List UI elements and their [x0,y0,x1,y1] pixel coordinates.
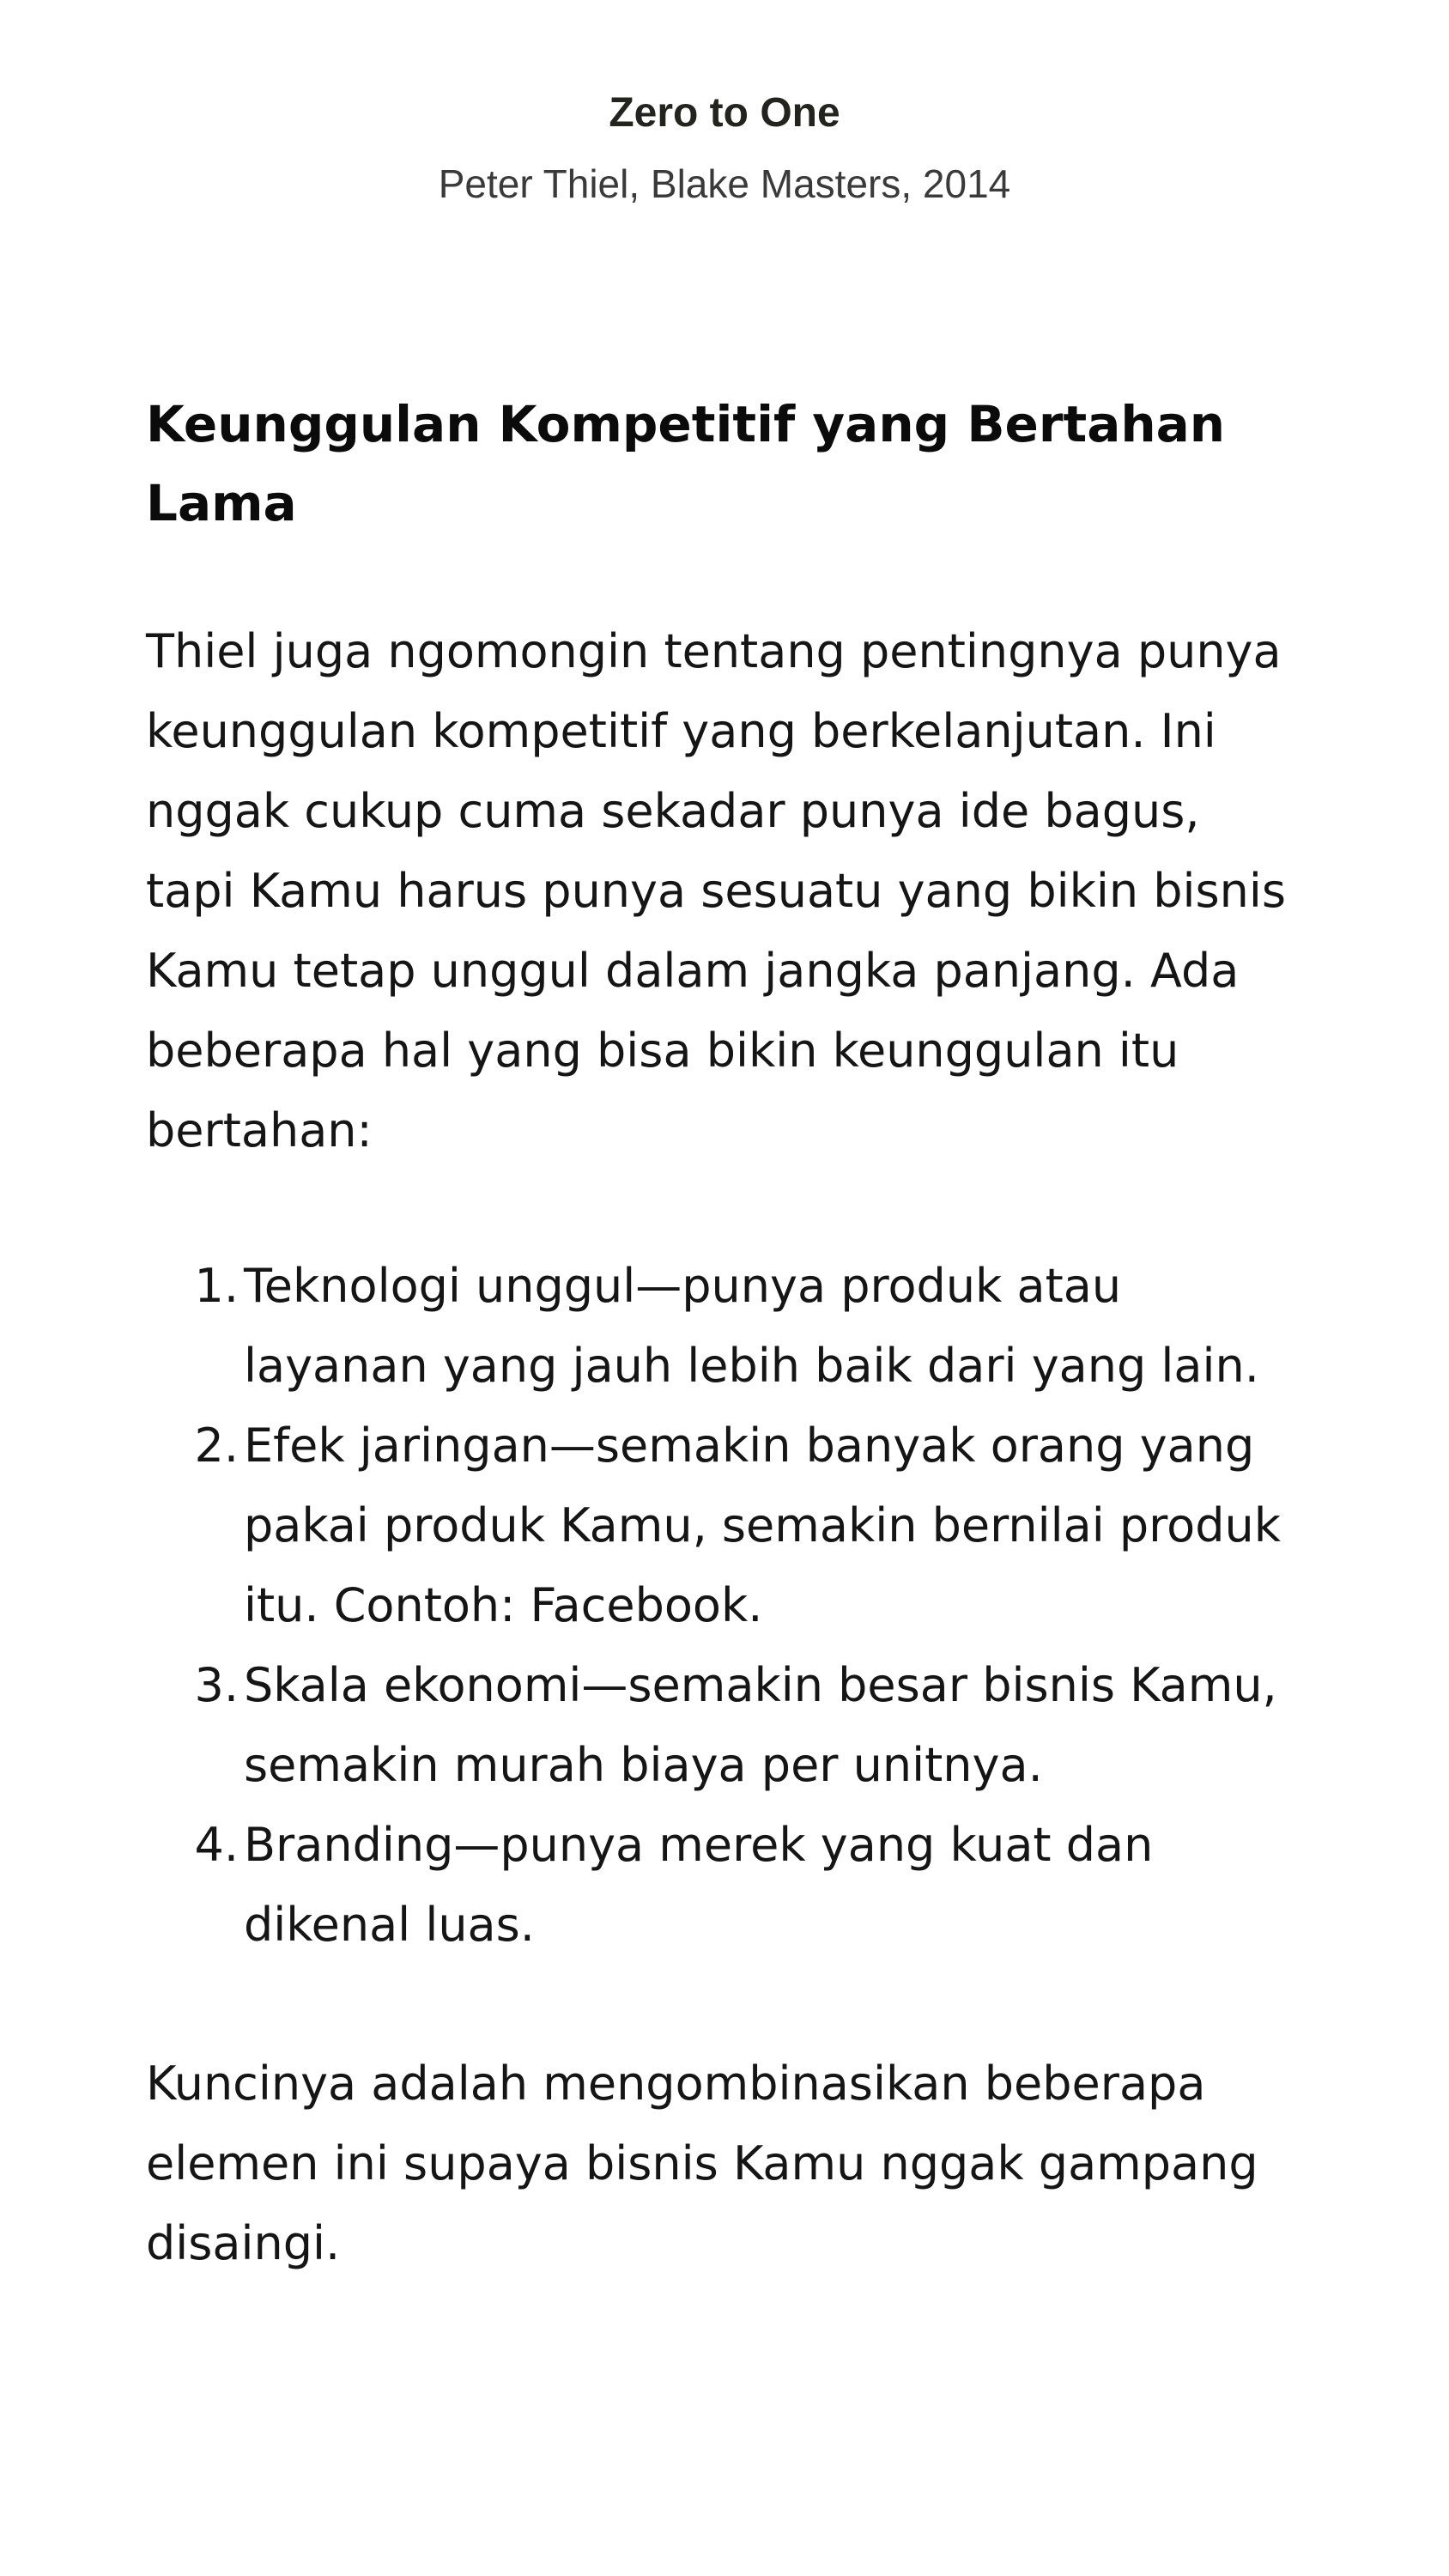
closing-paragraph: Kuncinya adalah mengombinasikan beberapa elemen ini supaya bisnis Kamu nggak gampang disaingi. [146,2057,1258,2270]
intro-paragraph: Thiel juga ngomongin tentang pentingnya punya keunggulan kompetitif yang berkelanjutan. Ini nggak cukup cuma sekadar punya ide bagus, tapi Kamu harus punya sesuatu yang bikin bisnis Kamu tetap unggul dalam jangka panjang. Ada beberapa hal yang bisa bikin keunggulan itu bertahan: [146,624,1287,1157]
list-item-text: Efek jaringan—semakin banyak orang yang pakai produk Kamu, semakin bernilai produk itu. Contoh: Facebook. [244,1419,1281,1632]
advantage-list [146,1246,1331,1965]
list-item-text: Branding—punya merek yang kuat dan dikenal luas. [244,1818,1154,1952]
book-header [0,86,1449,211]
list-item-number: 1. [194,1259,239,1313]
list-item-number: 4. [194,1818,239,1872]
book-author-year: Peter Thiel, Blake Masters, 2014 [438,161,1011,206]
chapter-content [146,385,1331,2283]
section-heading: Keunggulan Kompetitif yang Bertahan Lama [146,395,1226,532]
list-item-number: 2. [194,1419,239,1473]
book-title: Zero to One [609,90,840,136]
list-item [146,1406,1331,1645]
list-item [146,1645,1331,1805]
list-item-number: 3. [194,1658,239,1712]
list-item [146,1805,1331,1965]
list-item-text: Skala ekonomi—semakin besar bisnis Kamu, semakin murah biaya per unitnya. [244,1658,1277,1792]
list-item [146,1246,1331,1406]
list-item-text: Teknologi unggul—punya produk atau layanan yang jauh lebih baik dari yang lain. [244,1259,1259,1393]
